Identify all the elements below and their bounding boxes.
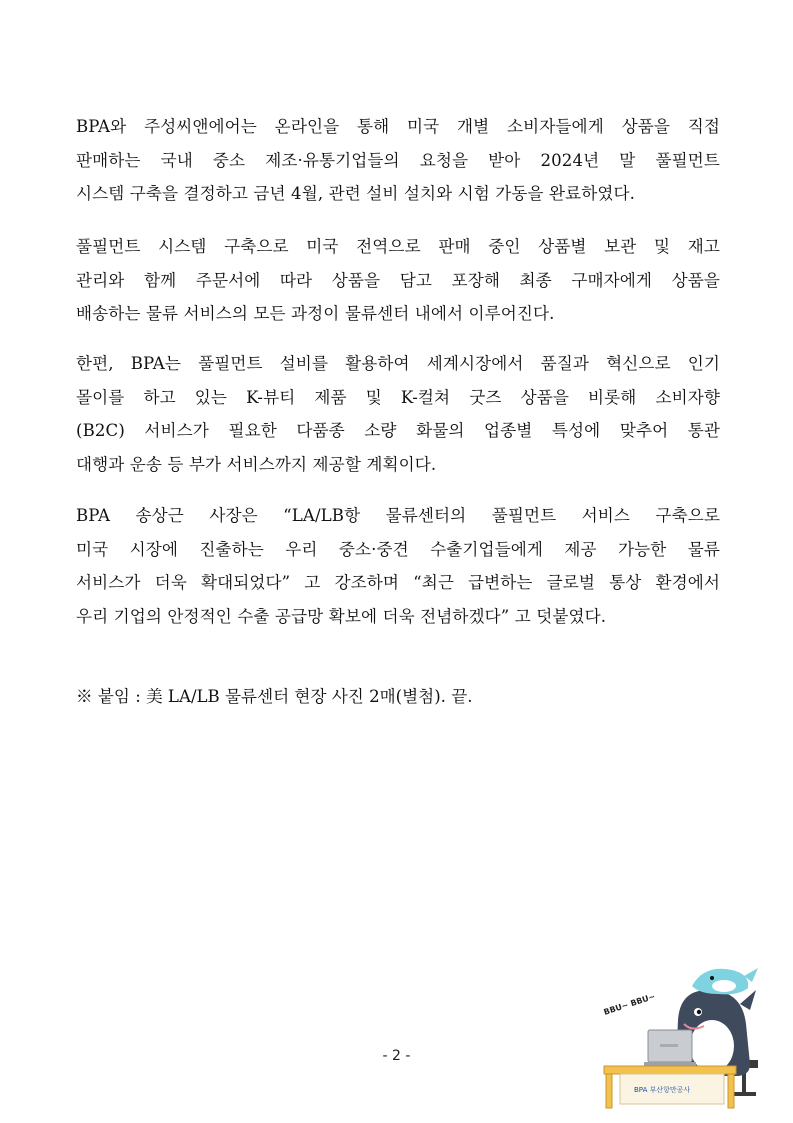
paragraph-line: 시스템 구축을 결정하고 금년 4월, 관련 설비 설치와 시험 가동을 완료하였다. bbox=[76, 184, 636, 204]
paragraph-line: BPA와 주성씨앤에어는 온라인을 통해 미국 개별 소비자들에게 상품을 직접 bbox=[76, 117, 720, 136]
attachment-note: ※ 붙임 : 美 LA/LB 물류센터 현장 사진 2매(별첨). 끝. bbox=[76, 687, 473, 706]
speech-text: BBU~ BBU~ bbox=[602, 991, 657, 1017]
paragraph-line: BPA 송상근 사장은 “LA/LB항 물류센터의 풀필먼트 서비스 구축으로 bbox=[76, 506, 720, 525]
desk-icon bbox=[604, 1066, 736, 1108]
laptop-icon bbox=[644, 1030, 696, 1066]
paragraph-2 bbox=[76, 230, 720, 331]
paragraph-line: 서비스가 더욱 확대되었다” 고 강조하며 “최근 급변하는 글로벌 통상 환경에서 bbox=[76, 573, 720, 593]
paragraph-3 bbox=[76, 347, 720, 481]
paragraph-line: (B2C) 서비스가 필요한 다품종 소량 화물의 업종별 특성에 맞추어 통관 bbox=[76, 421, 720, 441]
paragraph-line: 대행과 운송 등 부가 서비스까지 제공할 계획이다. bbox=[76, 454, 437, 474]
mascot-illustration bbox=[600, 960, 770, 1110]
paragraph-4 bbox=[76, 499, 720, 633]
paragraph-line: 우리 기업의 안정적인 수출 공급망 확보에 더욱 전념하겠다” 고 덧붙였다. bbox=[76, 606, 607, 626]
paragraph-line: 미국 시장에 진출하는 우리 중소·중견 수출기업들에게 제공 가능한 물류 bbox=[76, 539, 720, 559]
paragraph-line: 몰이를 하고 있는 K-뷰티 제품 및 K-컬쳐 굿즈 상품을 비롯해 소비자향 bbox=[76, 387, 720, 407]
paragraph-line: 판매하는 국내 중소 제조·유통기업들의 요청을 받아 2024년 말 풀필먼트 bbox=[76, 150, 720, 170]
paragraph-line: 관리와 함께 주문서에 따라 상품을 담고 포장해 최종 구매자에게 상품을 bbox=[76, 270, 720, 290]
dolphin-mascot-icon bbox=[692, 968, 758, 994]
paragraph-line: 풀필먼트 시스템 구축으로 미국 전역으로 판매 중인 상품별 보관 및 재고 bbox=[76, 237, 720, 256]
paragraph-line: 한편, BPA는 풀필먼트 설비를 활용하여 세계시장에서 품질과 혁신으로 인기 bbox=[76, 354, 720, 373]
paragraph-1 bbox=[76, 110, 720, 211]
page-number: - 2 - bbox=[382, 1048, 411, 1064]
desk-logo-text: BPA 부산항만공사 bbox=[634, 1086, 691, 1094]
paragraph-line: 배송하는 물류 서비스의 모든 과정이 물류센터 내에서 이루어진다. bbox=[76, 304, 555, 324]
